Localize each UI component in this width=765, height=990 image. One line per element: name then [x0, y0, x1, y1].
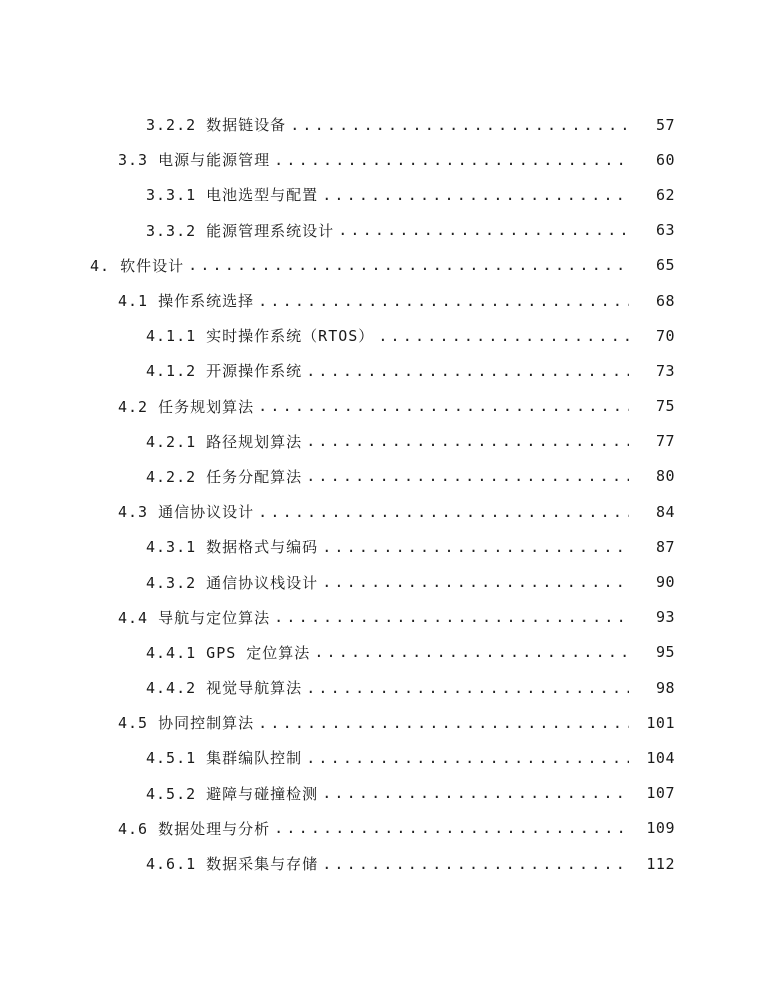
- toc-page-number: 95: [655, 643, 675, 662]
- toc-entry[interactable]: [0, 670, 765, 705]
- toc-entry-label: 4.5 协同控制算法: [118, 712, 258, 733]
- dot-leader: [306, 467, 629, 485]
- dot-leader: [290, 116, 629, 134]
- toc-entry-label: 4.3.1 数据格式与编码: [146, 536, 322, 557]
- toc-page-number: 104: [646, 748, 675, 767]
- toc-entry[interactable]: [0, 811, 765, 846]
- dot-leader: [258, 503, 629, 521]
- toc-entry-label: 3.3 电源与能源管理: [118, 149, 274, 170]
- toc-page-number: 109: [646, 819, 675, 838]
- toc-entry-label: 4.4 导航与定位算法: [118, 607, 274, 628]
- table-of-contents: [0, 107, 765, 881]
- toc-entry[interactable]: [0, 459, 765, 494]
- dot-leader: [338, 221, 629, 239]
- toc-page-number: 75: [655, 397, 675, 416]
- toc-page-number: 93: [655, 608, 675, 627]
- toc-page-number: 57: [655, 115, 675, 134]
- dot-leader: [322, 186, 629, 204]
- toc-entry[interactable]: [0, 564, 765, 599]
- dot-leader: [306, 679, 629, 697]
- toc-entry[interactable]: [0, 705, 765, 740]
- toc-entry-label: 4.6 数据处理与分析: [118, 818, 274, 839]
- dot-leader: [322, 784, 629, 802]
- toc-entry-label: 4.3.2 通信协议栈设计: [146, 572, 322, 593]
- toc-entry-label: 4.6.1 数据采集与存储: [146, 853, 322, 874]
- toc-entry[interactable]: [0, 389, 765, 424]
- toc-entry[interactable]: [0, 213, 765, 248]
- dot-leader: [274, 608, 629, 626]
- toc-page-number: 77: [655, 432, 675, 451]
- toc-entry[interactable]: [0, 635, 765, 670]
- toc-entry-label: 4.2.2 任务分配算法: [146, 466, 306, 487]
- toc-entry-label: 4.4.1 GPS 定位算法: [146, 642, 314, 663]
- toc-page-number: 87: [655, 537, 675, 556]
- dot-leader: [258, 714, 629, 732]
- toc-entry[interactable]: [0, 529, 765, 564]
- toc-entry[interactable]: [0, 248, 765, 283]
- dot-leader: [306, 749, 629, 767]
- toc-entry-label: 4.5.2 避障与碰撞检测: [146, 783, 322, 804]
- toc-page-number: 63: [655, 221, 675, 240]
- toc-entry-label: 4.2.1 路径规划算法: [146, 431, 306, 452]
- toc-page-number: 84: [655, 502, 675, 521]
- toc-page-number: 98: [655, 678, 675, 697]
- toc-page-number: 90: [655, 573, 675, 592]
- toc-entry[interactable]: [0, 600, 765, 635]
- dot-leader: [322, 573, 629, 591]
- toc-entry[interactable]: [0, 283, 765, 318]
- dot-leader: [258, 292, 629, 310]
- toc-page-number: 65: [655, 256, 675, 275]
- toc-entry[interactable]: [0, 494, 765, 529]
- dot-leader: [322, 855, 629, 873]
- toc-entry-label: 3.3.1 电池选型与配置: [146, 184, 322, 205]
- toc-page-number: 70: [655, 326, 675, 345]
- toc-entry-label: 4. 软件设计: [90, 255, 188, 276]
- toc-entry-label: 3.3.2 能源管理系统设计: [146, 220, 338, 241]
- toc-entry-label: 4.1.1 实时操作系统（RTOS）: [146, 325, 378, 346]
- dot-leader: [314, 643, 629, 661]
- toc-page-number: 80: [655, 467, 675, 486]
- dot-leader: [274, 819, 629, 837]
- toc-entry-label: 4.1.2 开源操作系统: [146, 360, 306, 381]
- dot-leader: [306, 362, 629, 380]
- dot-leader: [322, 538, 629, 556]
- toc-page-number: 62: [655, 185, 675, 204]
- toc-entry-label: 3.2.2 数据链设备: [146, 114, 290, 135]
- toc-page-number: 68: [655, 291, 675, 310]
- dot-leader: [258, 397, 629, 415]
- toc-entry[interactable]: [0, 107, 765, 142]
- dot-leader: [378, 327, 629, 345]
- toc-entry[interactable]: [0, 177, 765, 212]
- toc-entry[interactable]: [0, 846, 765, 881]
- toc-page-number: 107: [646, 784, 675, 803]
- toc-entry-label: 4.4.2 视觉导航算法: [146, 677, 306, 698]
- toc-entry[interactable]: [0, 353, 765, 388]
- toc-page-number: 73: [655, 361, 675, 380]
- toc-entry[interactable]: [0, 776, 765, 811]
- toc-entry[interactable]: [0, 318, 765, 353]
- toc-entry-label: 4.3 通信协议设计: [118, 501, 258, 522]
- toc-entry[interactable]: [0, 424, 765, 459]
- dot-leader: [274, 151, 629, 169]
- toc-entry-label: 4.2 任务规划算法: [118, 396, 258, 417]
- dot-leader: [306, 432, 629, 450]
- toc-entry-label: 4.1 操作系统选择: [118, 290, 258, 311]
- toc-page-number: 112: [646, 854, 675, 873]
- toc-entry-label: 4.5.1 集群编队控制: [146, 747, 306, 768]
- dot-leader: [188, 256, 629, 274]
- toc-page-number: 60: [655, 150, 675, 169]
- toc-page-number: 101: [646, 713, 675, 732]
- toc-entry[interactable]: [0, 142, 765, 177]
- toc-entry[interactable]: [0, 740, 765, 775]
